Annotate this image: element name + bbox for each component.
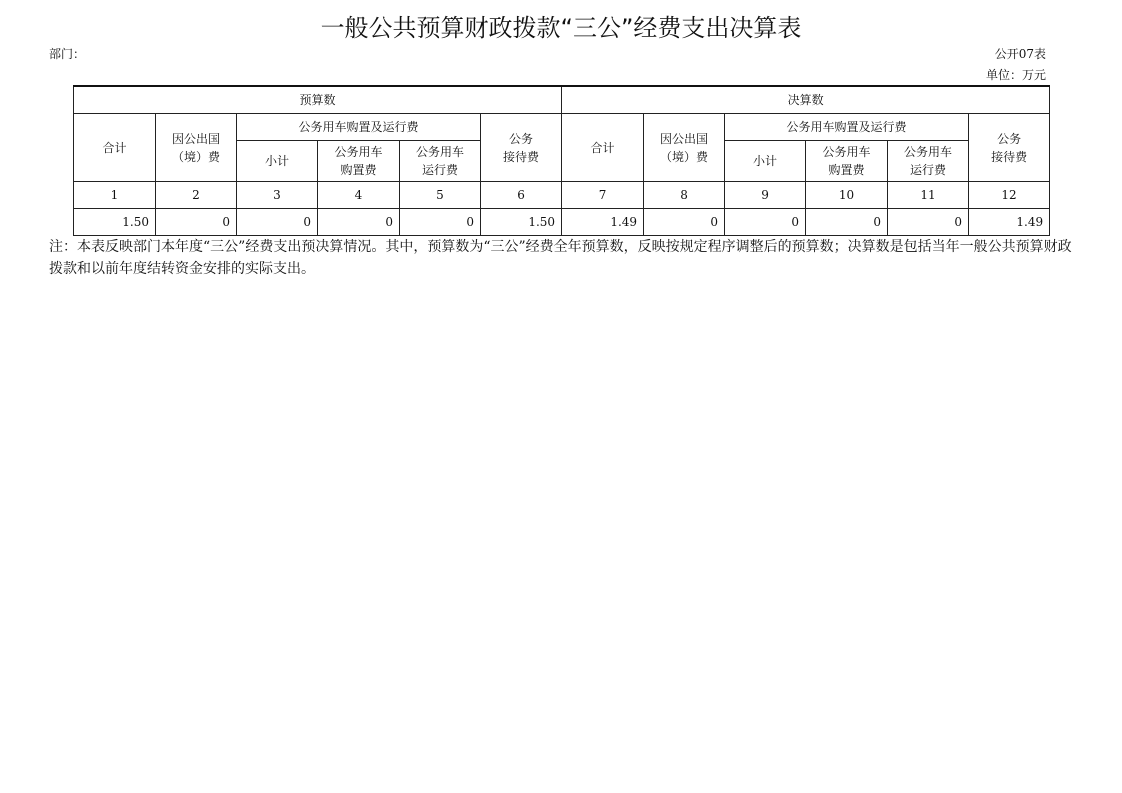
- budget-reception-value: 1.50: [481, 209, 562, 236]
- column-number-row: [74, 182, 1050, 209]
- column-number: 8: [644, 182, 725, 209]
- column-number: 4: [318, 182, 400, 209]
- budget-vehicle-group-header: 公务用车购置及运行费: [237, 114, 481, 141]
- overseas-header-line2: （境）费: [171, 149, 220, 164]
- budget-vehicle-purchase-header: [318, 141, 400, 182]
- budget-overseas-header: [156, 114, 237, 182]
- page-title: 一般公共预算财政拨款“三公”经费支出决算表: [320, 14, 802, 42]
- column-number: 6: [481, 182, 562, 209]
- vehicle-purchase-line2: 购置费: [828, 163, 865, 177]
- budget-total-header: 合计: [74, 114, 156, 182]
- budget-group-header: 预算数: [74, 86, 562, 114]
- final-subtotal-header: 小计: [725, 141, 806, 182]
- department-label: 部门：: [49, 47, 86, 61]
- final-total-header: 合计: [562, 114, 644, 182]
- final-overseas-header: [644, 114, 725, 182]
- budget-vehicle-operation-header: [400, 141, 481, 182]
- column-number: 1: [74, 182, 156, 209]
- budget-vehicle-operation-value: 0: [400, 209, 481, 236]
- final-group-header: 决算数: [562, 86, 1050, 114]
- column-number: 11: [888, 182, 969, 209]
- final-reception-header: [969, 114, 1050, 182]
- budget-vehicle-subtotal-value: 0: [237, 209, 318, 236]
- final-vehicle-purchase-header: [806, 141, 888, 182]
- column-number: 9: [725, 182, 806, 209]
- budget-total-value: 1.50: [74, 209, 156, 236]
- final-vehicle-subtotal-value: 0: [725, 209, 806, 236]
- final-vehicle-operation-header: [888, 141, 969, 182]
- column-number: 7: [562, 182, 644, 209]
- final-vehicle-operation-value: 0: [888, 209, 969, 236]
- vehicle-operation-line2: 运行费: [421, 163, 458, 177]
- table-note: 注：本表反映部门本年度“三公”经费支出预决算情况。其中，预算数为“三公”经费全年预算数，反映按规定程序调整后的预算数；决算数是包括当年一般公共预算财政拨款和以前年度结转资金安排的实际支出。: [49, 239, 1072, 277]
- overseas-header-line1: 因公出国: [171, 131, 220, 146]
- column-number: 2: [156, 182, 237, 209]
- column-number: 3: [237, 182, 318, 209]
- final-overseas-value: 0: [644, 209, 725, 236]
- vehicle-purchase-line2: 购置费: [340, 163, 377, 177]
- reception-header-line2: 接待费: [503, 149, 540, 164]
- table-row: [74, 209, 1050, 236]
- budget-vehicle-purchase-value: 0: [318, 209, 400, 236]
- vehicle-operation-line1: 公务用车: [904, 145, 953, 159]
- final-reception-value: 1.49: [969, 209, 1050, 236]
- budget-subtotal-header: 小计: [237, 141, 318, 182]
- overseas-header-line1: 因公出国: [660, 131, 709, 146]
- budget-overseas-value: 0: [156, 209, 237, 236]
- overseas-header-line2: （境）费: [660, 149, 709, 164]
- reception-header-line1: 公务: [997, 131, 1022, 146]
- table-code: 公开07表: [994, 47, 1046, 61]
- unit-label: 单位：万元: [985, 68, 1046, 82]
- vehicle-purchase-line1: 公务用车: [334, 145, 383, 159]
- vehicle-purchase-line1: 公务用车: [822, 145, 871, 159]
- vehicle-operation-line2: 运行费: [910, 163, 947, 177]
- column-number: 10: [806, 182, 888, 209]
- reception-header-line2: 接待费: [991, 149, 1028, 164]
- three-public-expenses-table: [73, 85, 1050, 236]
- vehicle-operation-line1: 公务用车: [415, 145, 464, 159]
- reception-header-line1: 公务: [509, 131, 534, 146]
- column-number: 5: [400, 182, 481, 209]
- final-vehicle-purchase-value: 0: [806, 209, 888, 236]
- final-vehicle-group-header: 公务用车购置及运行费: [725, 114, 969, 141]
- column-number: 12: [969, 182, 1050, 209]
- final-total-value: 1.49: [562, 209, 644, 236]
- budget-reception-header: [481, 114, 562, 182]
